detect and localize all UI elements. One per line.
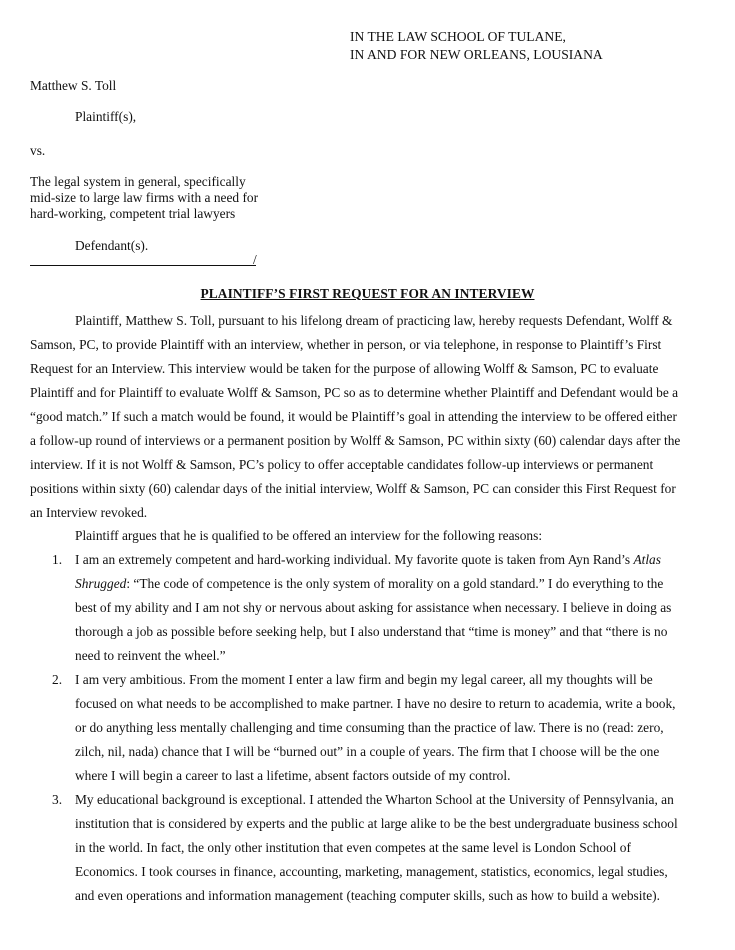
reason-3-line-3: in the world. In fact, the only other institution that even competes at the same level is London School of (75, 840, 631, 855)
court-line-1: IN THE LAW SCHOOL OF TULANE, (350, 29, 566, 44)
reason-number: 1. (52, 552, 63, 567)
reason-1-line-4: thorough a job as possible before seeking help, but I also understand that “time is money” and that “there is no (75, 624, 668, 639)
book-title-italic: Atlas (633, 552, 661, 567)
defendant-line-1: The legal system in general, specifically (30, 174, 246, 189)
defendant-line-3: hard-working, competent trial lawyers (30, 206, 236, 221)
reason-2-line-4: zilch, nil, nada) chance that I will be “burned out” in a couple of years. The firm that I choose will be the one (75, 744, 660, 759)
court-heading (350, 28, 603, 64)
reason-2-line-5: where I will begin a career to last a lifetime, absent factors outside of my control. (75, 768, 511, 783)
intro-line: Samson, PC, to provide Plaintiff with an interview, whether in person, or via telephone, in response to Plaintiff’s First (30, 337, 662, 352)
reason-2-line-1: I am very ambitious. From the moment I enter a law firm and begin my legal career, all my thoughts will be (75, 672, 653, 687)
reason-3-line-5: and even operations and information management (teaching computer skills, such as how to build a website). (75, 888, 660, 903)
reason-number: 3. (52, 792, 63, 807)
plaintiff-name: Matthew S. Toll (30, 78, 117, 93)
caption-slash: / (253, 252, 257, 267)
defendant-label: Defendant(s). (75, 238, 149, 253)
reason-3-line-1: My educational background is exceptional. I attended the Wharton School at the University of Pennsylvania, an (75, 792, 674, 807)
intro-line: Plaintiff, Matthew S. Toll, pursuant to his lifelong dream of practicing law, hereby requests Defendant, Wolff & (75, 313, 673, 328)
reason-1-line-2 (75, 576, 663, 592)
intro-line: Request for an Interview. This interview would be taken for the purpose of allowing Wolff & Samson, PC to evaluate (30, 361, 659, 376)
intro-line: interview. If it is not Wolff & Samson, PC’s policy to offer acceptable candidates follow-up interviews or permanent (30, 457, 654, 472)
caption-rule (30, 265, 256, 266)
intro-line: positions within sixty (60) calendar days of the initial interview, Wolff & Samson, PC can consider this First Request for (30, 481, 676, 496)
argues-line: Plaintiff argues that he is qualified to be offered an interview for the following reasons: (75, 528, 543, 543)
intro-line: an Interview revoked. (30, 505, 148, 520)
defendant-line-2: mid-size to large law firms with a need for (30, 190, 259, 205)
reason-1-line-5: need to reinvent the wheel.” (75, 648, 226, 663)
book-title-italic: Shrugged (75, 576, 127, 591)
intro-line: “good match.” If such a match would be found, it would be Plaintiff’s goal in attending the interview to be offered either (30, 409, 677, 424)
plaintiff-label: Plaintiff(s), (75, 109, 137, 124)
reason-1-text: I am an extremely competent and hard-working individual. My favorite quote is taken from Ayn Rand’s (75, 552, 634, 567)
reason-2-line-3: or do anything less mentally challenging and time consuming than the practice of law. There is no (read: zero, (75, 720, 664, 735)
reason-number: 2. (52, 672, 63, 687)
intro-line: Plaintiff and for Plaintiff to evaluate Wolff & Samson, PC so as to determine whether Plaintiff and Defendant would be a (30, 385, 679, 400)
intro-line: a follow-up round of interviews or a permanent position by Wolff & Samson, PC within sixty (60) calendar days after the (30, 433, 681, 448)
reason-1-text: : “The code of competence is the only system of morality on a gold standard.” I do everything to the (126, 576, 664, 591)
reason-3-line-4: Economics. I took courses in finance, accounting, marketing, management, statistics, economics, legal studies, (75, 864, 668, 879)
document-title: PLAINTIFF’S FIRST REQUEST FOR AN INTERVIEW (200, 286, 535, 301)
reason-1-line-1 (75, 552, 661, 568)
reason-1-line-3: best of my ability and I am not shy or nervous about asking for assistance when necessary. I believe in doing as (75, 600, 672, 615)
court-line-2: IN AND FOR NEW ORLEANS, LOUSIANA (350, 47, 603, 62)
versus-label: vs. (30, 143, 46, 158)
reason-2-line-2: focused on what needs to be accomplished to make partner. I have no desire to return to academia, write a book, (75, 696, 676, 711)
reason-3-line-2: institution that is considered by experts and the public at large alike to be the best undergraduate business school (75, 816, 678, 831)
